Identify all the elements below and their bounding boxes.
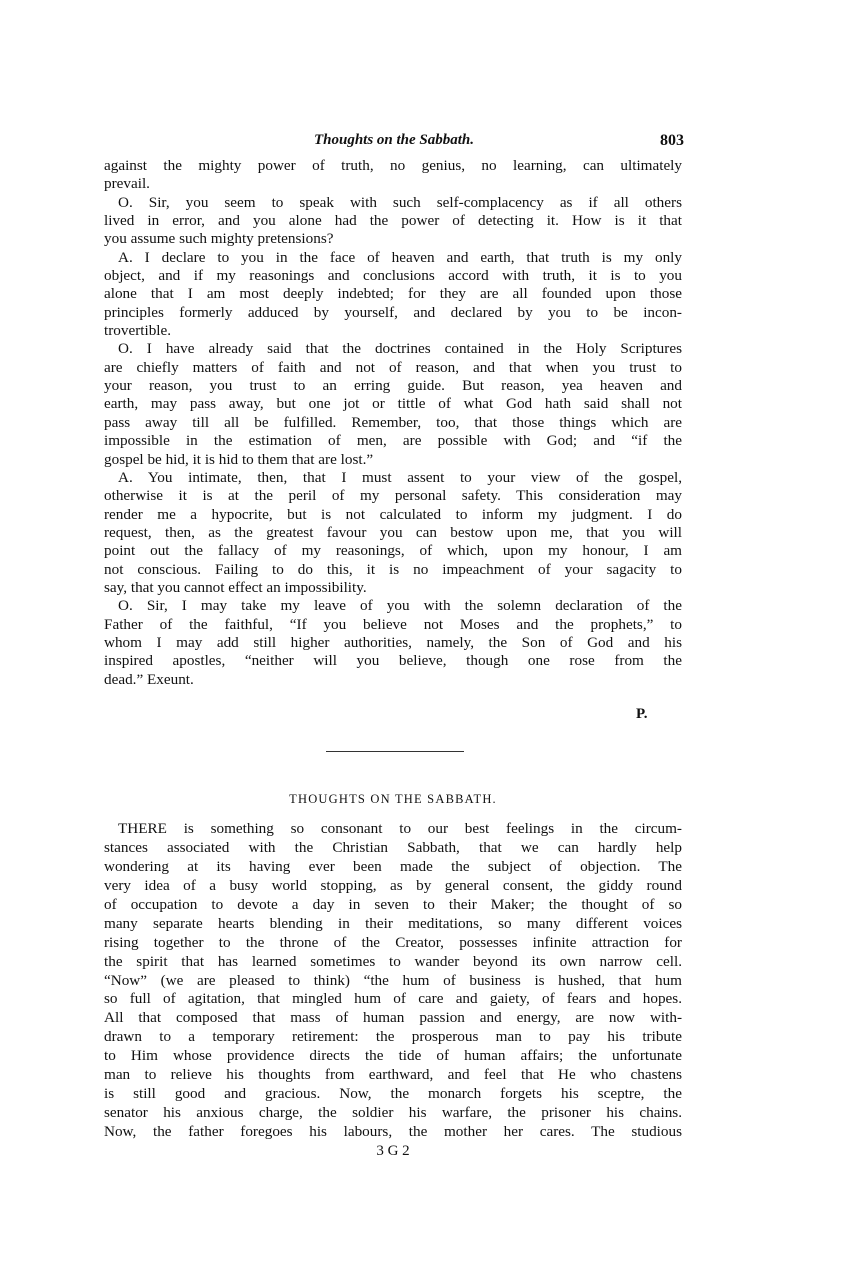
- text-line: principles formerly adduced by yourself, and declared by you to be incon-: [104, 303, 682, 321]
- text-line: inspired apostles, “neither will you believe, though one rose from the: [104, 652, 682, 670]
- page-number: 803: [660, 132, 684, 149]
- text-line: whom I may add still higher authorities, namely, the Son of God and his: [104, 633, 682, 651]
- text-line: dead.” Exeunt.: [104, 670, 194, 688]
- text-line: your reason, you trust to an erring guide. But reason, yea heaven and: [104, 377, 682, 395]
- text-line: prevail.: [104, 175, 150, 193]
- running-title: Thoughts on the Sabbath.: [313, 132, 475, 148]
- text-line: render me a hypocrite, but is not calculated to inform my judgment. I do: [104, 505, 682, 523]
- text-line: rising together to the throne of the Creator, possesses infinite attraction for: [104, 933, 682, 951]
- section-heading: THOUGHTS ON THE SABBATH.: [289, 792, 497, 806]
- text-line: stances associated with the Christian Sabbath, that we can hardly help: [104, 838, 682, 856]
- text-line: earth, may pass away, but one jot or tittle of what God hath said shall not: [104, 395, 682, 413]
- text-line: A. You intimate, then, that I must assent to your view of the gospel,: [118, 468, 682, 486]
- text-line: senator his anxious charge, the soldier his warfare, the prisoner his chains.: [104, 1104, 682, 1122]
- text-line: impossible in the estimation of men, are possible with God; and “if the: [104, 432, 682, 450]
- text-line: against the mighty power of truth, no genius, no learning, can ultimately: [104, 157, 682, 174]
- text-line: not conscious. Failing to do this, it is no impeachment of your sagacity to: [104, 560, 682, 578]
- text-line: to Him whose providence directs the tide of human affairs; the unfortunate: [104, 1047, 682, 1065]
- text-line: of occupation to devote a day in seven to their Maker; the thought of so: [104, 895, 682, 913]
- text-line: many separate hearts blending in their meditations, so many different voices: [104, 914, 682, 932]
- text-line: otherwise it is at the peril of my personal safety. This consideration may: [104, 487, 682, 505]
- text-line: say, that you cannot effect an impossibility.: [104, 578, 367, 596]
- text-line: O. Sir, you seem to speak with such self-complacency as if all others: [118, 193, 682, 211]
- text-line: All that composed that mass of human passion and energy, are now with-: [104, 1009, 682, 1027]
- text-line: are chiefly matters of faith and not of reason, and that when you trust to: [104, 358, 682, 376]
- text-line: trovertible.: [104, 322, 172, 340]
- article-text: [104, 820, 682, 1142]
- text-line: point out the fallacy of my reasonings, of which, upon my honour, I am: [104, 542, 682, 560]
- text-line: is still good and gracious. Now, the monarch forgets his sceptre, the: [104, 1085, 682, 1103]
- section-divider: [326, 751, 464, 752]
- text-line: so full of agitation, that mingled hum of care and gaiety, of fears and hopes.: [104, 990, 682, 1008]
- text-line: THERE is something so consonant to our best feelings in the circum-: [118, 820, 682, 837]
- text-line: the spirit that has learned sometimes to wander beyond its own narrow cell.: [104, 952, 682, 970]
- text-line: object, and if my reasonings and conclusions accord with truth, it is to you: [104, 267, 682, 285]
- text-line: pass away till all be fulfilled. Remember, too, that those things which are: [104, 413, 682, 431]
- text-line: Father of the faithful, “If you believe not Moses and the prophets,” to: [104, 615, 682, 633]
- text-line: A. I declare to you in the face of heaven and earth, that truth is my only: [118, 248, 682, 266]
- text-line: wondering at its having ever been made the subject of objection. The: [104, 857, 682, 875]
- text-line: Now, the father foregoes his labours, the mother her cares. The studious: [104, 1123, 682, 1140]
- text-line: alone that I am most deeply indebted; for they are all founded upon those: [104, 285, 682, 303]
- text-line: you assume such mighty pretensions?: [104, 230, 334, 248]
- text-line: O. I have already said that the doctrines contained in the Holy Scriptures: [118, 340, 682, 358]
- text-line: gospel be hid, it is hid to them that are lost.”: [104, 450, 374, 468]
- text-line: “Now” (we are pleased to think) “the hum of business is hushed, that hum: [104, 971, 682, 989]
- dialogue-text: [104, 157, 682, 689]
- running-head: [104, 130, 684, 152]
- text-line: very idea of a busy world stopping, as by general consent, the giddy round: [104, 876, 682, 894]
- text-line: request, then, as the greatest favour you can bestow upon me, that you will: [104, 523, 682, 541]
- printer-signature-mark: 3 G 2: [376, 1143, 410, 1159]
- text-line: O. Sir, I may take my leave of you with the solemn declaration of the: [118, 597, 682, 615]
- author-signature: P.: [636, 706, 648, 722]
- text-line: lived in error, and you alone had the power of detecting it. How is it that: [104, 212, 682, 230]
- text-line: man to relieve his thoughts from earthward, and feel that He who chastens: [104, 1066, 682, 1084]
- text-line: drawn to a temporary retirement: the prosperous man to pay his tribute: [104, 1028, 682, 1046]
